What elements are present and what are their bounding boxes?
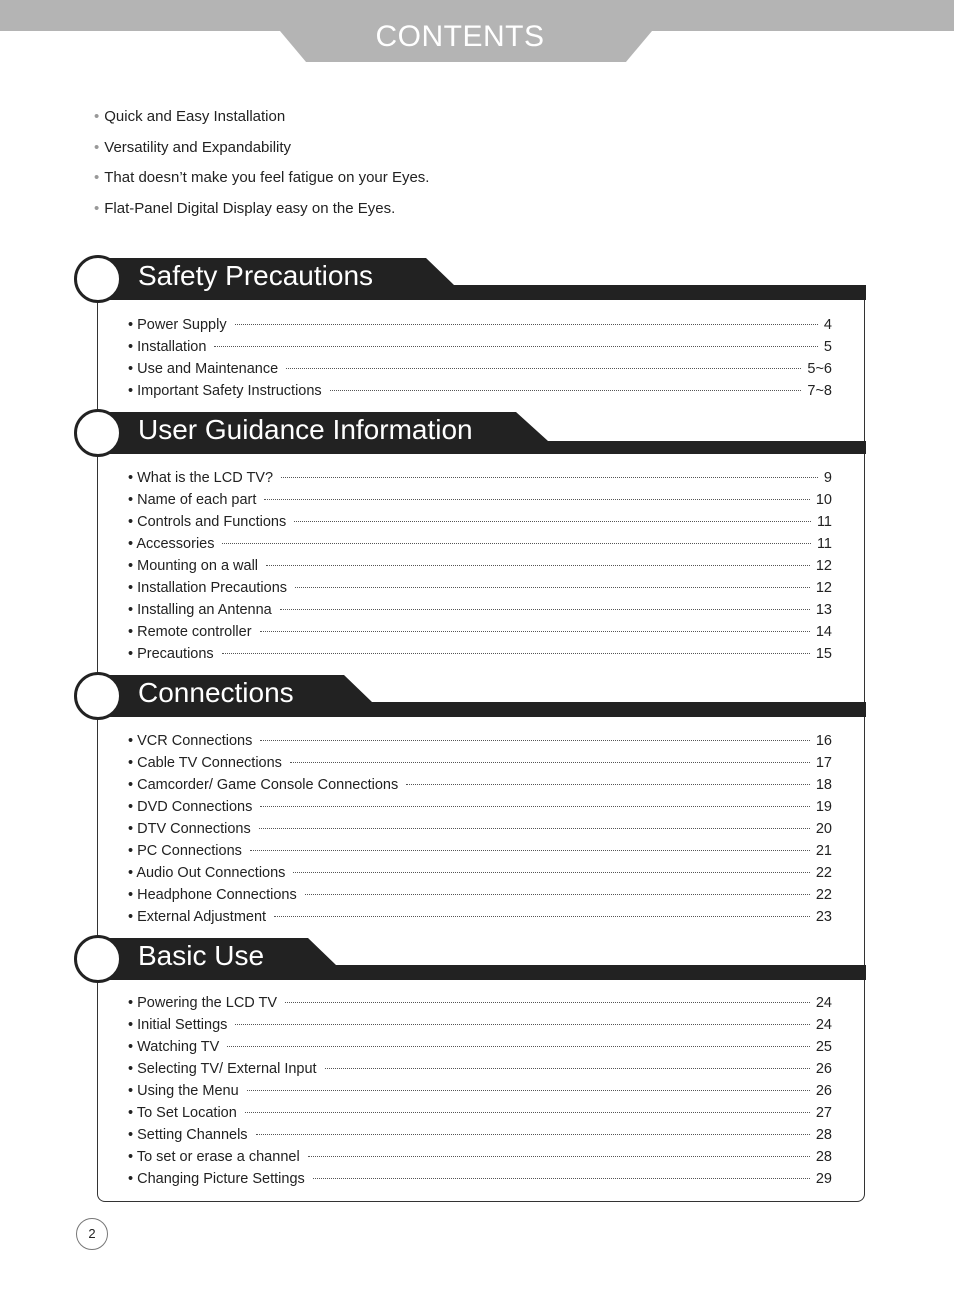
toc-entry[interactable]: • Initial Settings 24 [128,1017,832,1033]
toc-entry[interactable]: • VCR Connections 16 [128,733,832,749]
feature-item: • That doesn’t make you feel fatigue on your Eyes. [94,169,430,186]
section-circle-icon [74,672,122,720]
toc-entry[interactable]: • Powering the LCD TV 24 [128,995,832,1011]
toc-entry[interactable]: • Camcorder/ Game Console Connections 18 [128,777,832,793]
feature-list [94,108,429,230]
section-circle-icon [74,935,122,983]
feature-item: • Versatility and Expandability [94,138,292,156]
feature-text: That doesn’t make you feel fatigue on your Eyes. [104,169,430,186]
toc-entry[interactable]: • Precautions 15 [128,646,832,662]
page-title: CONTENTS [375,20,545,53]
toc-entry[interactable]: • Headphone Connections 22 [128,887,832,903]
toc-entry[interactable]: • Accessories 11 [128,536,832,552]
toc-entry[interactable]: • Controls and Functions 11 [128,514,832,530]
section-circle-icon [74,255,122,303]
toc-entry[interactable]: • Power Supply 4 [128,317,832,333]
toc-entry[interactable]: • What is the LCD TV? 9 [128,470,832,486]
toc-entry[interactable]: • DVD Connections 19 [128,799,832,815]
toc-list-connections [128,733,832,931]
toc-entry[interactable]: • External Adjustment 23 [128,909,832,925]
toc-list-user-guidance [128,470,832,668]
toc-entry[interactable]: • DTV Connections 20 [128,821,832,837]
toc-entry[interactable]: • Setting Channels 28 [128,1127,832,1143]
section-title: Safety Precautions [138,260,374,291]
toc-entry[interactable]: • Installation 5 [128,339,832,355]
toc-list-safety [128,317,832,405]
toc-entry[interactable]: • Changing Picture Settings 29 [128,1171,832,1187]
page-number: 2 [76,1218,108,1250]
toc-entry[interactable]: • Name of each part 10 [128,492,832,508]
toc-entry[interactable]: • Installing an Antenna 13 [128,602,832,618]
feature-text: Quick and Easy Installation [104,108,286,125]
toc-entry[interactable]: • Selecting TV/ External Input 26 [128,1061,832,1077]
toc-entry[interactable]: • Cable TV Connections 17 [128,755,832,771]
section-title: Basic Use [138,940,265,971]
toc-entry[interactable]: • Mounting on a wall 12 [128,558,832,574]
feature-item: • Quick and Easy Installation [94,108,286,125]
toc-entry[interactable]: • To set or erase a channel 28 [128,1149,832,1165]
toc-entry[interactable]: • Remote controller 14 [128,624,832,640]
toc-entry[interactable]: • Using the Menu 26 [128,1083,832,1099]
toc-entry[interactable]: • To Set Location 27 [128,1105,832,1121]
feature-item: • Flat-Panel Digital Display easy on the Eyes. [94,199,396,217]
feature-text: Flat-Panel Digital Display easy on the Eyes. [104,199,396,217]
toc-entry[interactable]: • Installation Precautions 12 [128,580,832,596]
toc-entry[interactable]: • PC Connections 21 [128,843,832,859]
toc-entry[interactable]: • Use and Maintenance 5~6 [128,361,832,377]
section-title: Connections [138,677,294,708]
toc-entry[interactable]: • Audio Out Connections 22 [128,865,832,881]
feature-text: Versatility and Expandability [104,138,292,156]
toc-entry[interactable]: • Important Safety Instructions 7~8 [128,383,832,399]
section-circle-icon [74,409,122,457]
toc-entry[interactable]: • Watching TV 25 [128,1039,832,1055]
section-title: User Guidance Information [138,414,473,445]
toc-list-basic-use [128,995,832,1193]
